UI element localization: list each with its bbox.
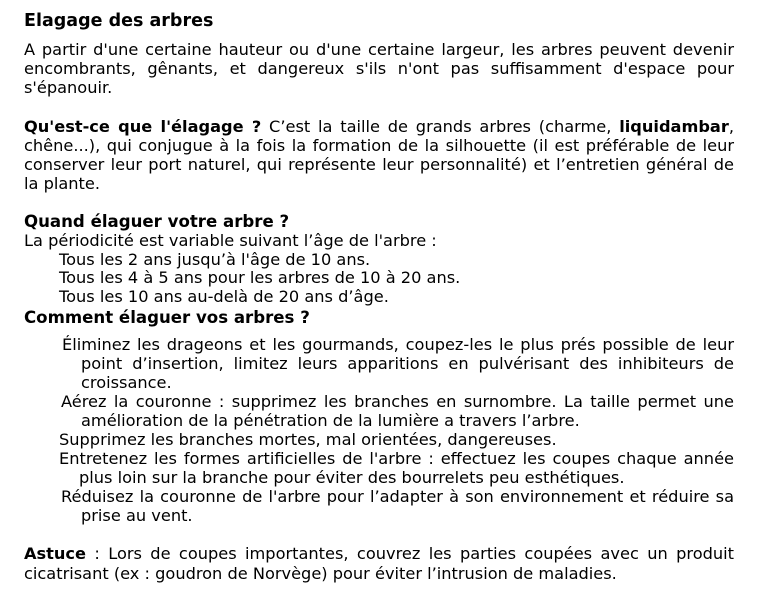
how-item-couronne: Aérez la couronne : supprimez les branches en surnombre. La taille permet une amélioration de la pénétration de la lumière a travers l’arbre. [61,392,734,431]
when-item-10-years: Tous les 10 ans au-delà de 20 ans d’âge. [59,286,389,306]
definition-text-after: , chêne...), qui conjugue à la fois la formation de la silhouette (il est préférable de leur conserver leur port naturel, qui représente leur personnalité) et l’entretien général de la plante. [24,116,734,194]
document-title: Elagage des arbres [24,11,214,31]
how-heading: Comment élaguer vos arbres ? [24,308,310,328]
spacer [24,98,734,117]
how-item-reduire: Réduisez la couronne de l'arbre pour l’adapter à son environnement et réduire sa prise au vent. [61,487,734,526]
how-item-drageons: Éliminez les drageons et les gourmands, coupez-les le plus prés possible de leur point d’insertion, limitez leurs apparitions en pulvérisant des inhibiteurs de croissance. [62,335,734,393]
tip-label: Astuce [24,544,86,564]
definition-question: Qu'est-ce que l'élagage ? [24,116,262,136]
when-item-2-years: Tous les 2 ans jusqu’à l'âge de 10 ans. [59,249,371,269]
how-item-formes: Entretenez les formes artificielles de l'arbre : effectuez les coupes chaque année plus loin sur la branche pour éviter des bourrelets peu esthétiques. [59,449,734,488]
intro-paragraph: A partir d'une certaine hauteur ou d'une certaine largeur, les arbres peuvent devenir encombrants, gênants, et dangereux s'ils n'ont pas suffisamment d'espace pour s'épanouir. [24,40,734,98]
tip-paragraph [24,544,734,582]
spacer [24,193,734,212]
definition-text-before: C’est la taille de grands arbres (charme, [261,116,620,136]
when-heading: Quand élaguer votre arbre ? [24,212,290,232]
spacer [24,525,734,544]
how-item-branches-mortes: Supprimez les branches mortes, mal orientées, dangereuses. [59,430,557,450]
tip-text: : Lors de coupes importantes, couvrez les parties coupées avec un produit cicatrisant (ex : goudron de Norvège) pour éviter l’intrusion de maladies. [24,544,734,583]
when-intro: La périodicité est variable suivant l’âge de l'arbre : [24,231,437,251]
definition-highlight: liquidambar [619,116,729,136]
how-list [24,335,734,525]
definition-paragraph [24,117,734,194]
when-item-4-5-years: Tous les 4 à 5 ans pour les arbres de 10 à 20 ans. [59,268,461,288]
